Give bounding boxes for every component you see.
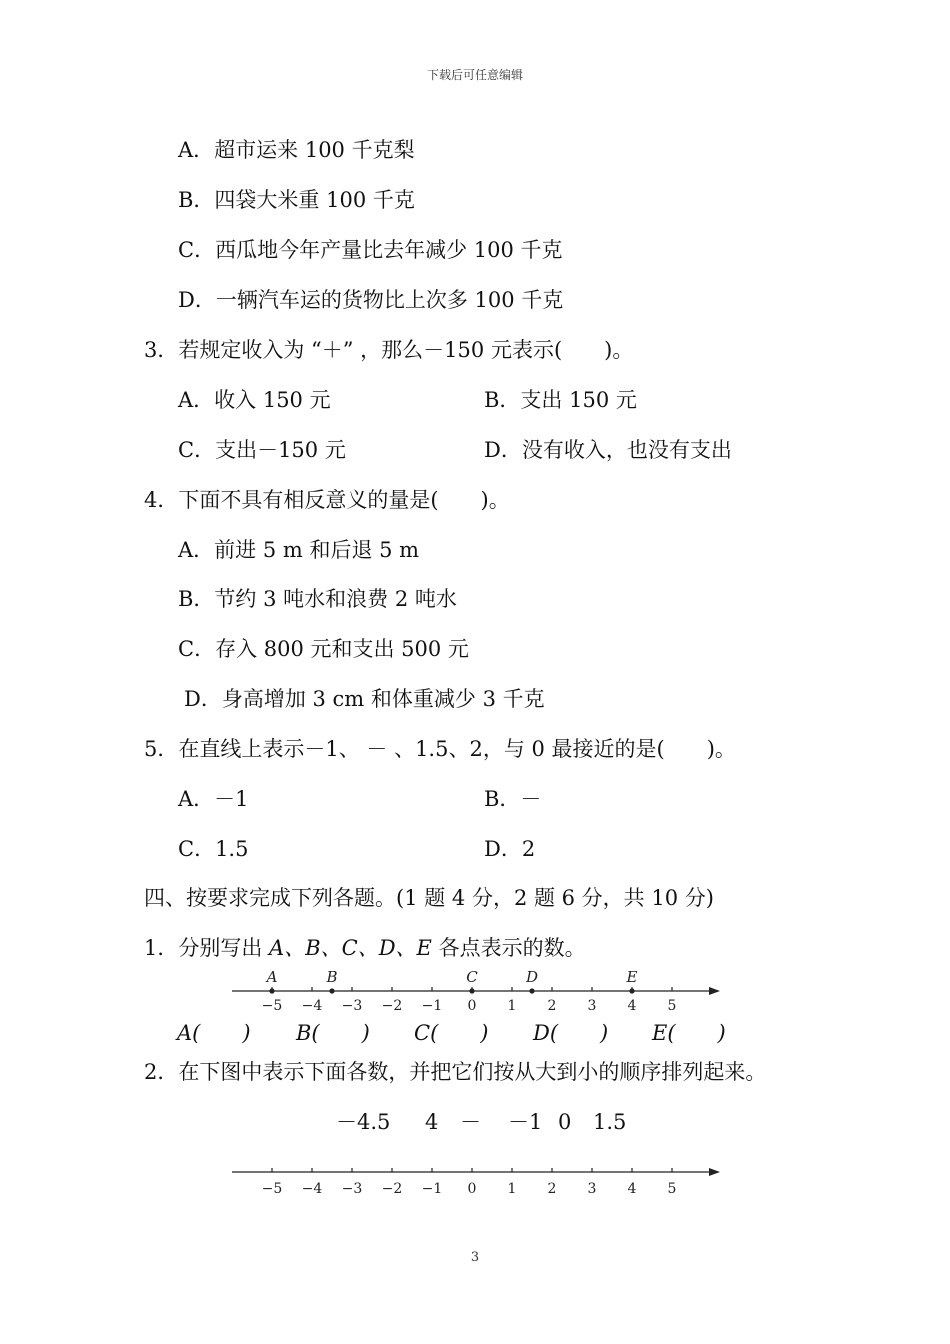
answer-d: D( ): [533, 1021, 609, 1045]
q5-option-c: C．1.5: [178, 837, 249, 861]
point-label: A: [266, 968, 278, 986]
tick-label: −4: [301, 1181, 323, 1197]
tick-label: 3: [587, 998, 597, 1014]
number-item: 4: [425, 1110, 439, 1134]
q5-option-d: D．2: [484, 837, 536, 861]
q4-stem: 4．下面不具有相反意义的量是( )。: [144, 488, 510, 512]
q3-option-c: C．支出－150 元: [178, 438, 346, 462]
point-label: D: [525, 968, 539, 986]
tick-label: 2: [547, 1181, 557, 1197]
q2-option-b: B．四袋大米重 100 千克: [178, 188, 415, 212]
number-item: 0: [558, 1110, 572, 1134]
point-dot: [629, 988, 634, 993]
axis-arrow: [709, 987, 720, 995]
number-item: －1: [508, 1110, 543, 1134]
tick-label: −2: [381, 1181, 403, 1197]
tick-label: 5: [667, 998, 677, 1014]
q3-option-b: B．支出 150 元: [484, 388, 637, 412]
section-4-title: 四、按要求完成下列各题。(1 题 4 分，2 题 6 分，共 10 分): [144, 886, 714, 910]
tick-label: −5: [261, 1181, 283, 1197]
q5-option-a: A．－1: [178, 787, 249, 811]
s4-q2-stem: 2．在下图中表示下面各数，并把它们按从大到小的顺序排列起来。: [144, 1060, 767, 1084]
point-label: E: [626, 968, 638, 986]
q2-option-d: D．一辆汽车运的货物比上次多 100 千克: [178, 288, 564, 312]
point-dot: [469, 988, 474, 993]
q2-option-c: C．西瓜地今年产量比去年减少 100 千克: [178, 238, 563, 262]
axis-arrow: [709, 1168, 720, 1176]
number-line-1: [0, 966, 950, 1016]
q2-option-a: A．超市运来 100 千克梨: [178, 138, 415, 162]
answer-a: A( ): [177, 1021, 251, 1045]
answer-b: B( ): [296, 1021, 370, 1045]
tick-label: −3: [341, 998, 363, 1014]
tick-label: −1: [421, 998, 443, 1014]
point-label: B: [326, 968, 338, 986]
tick-label: 3: [587, 1181, 597, 1197]
page-number: 3: [470, 1250, 480, 1265]
tick-label: 4: [627, 1181, 637, 1197]
q4-option-b: B．节约 3 吨水和浪费 2 吨水: [178, 587, 457, 611]
s4-q1-stem-suffix: 各点表示的数。: [431, 936, 586, 960]
tick-label: 0: [467, 998, 477, 1014]
q5-option-b: B．－: [484, 787, 542, 811]
answer-c: C( ): [414, 1021, 489, 1045]
number-line-2: [0, 1152, 950, 1202]
q4-option-d: D．身高增加 3 cm 和体重减少 3 千克: [184, 687, 545, 711]
tick-label: −1: [421, 1181, 443, 1197]
number-item: －: [460, 1110, 481, 1134]
tick-label: −3: [341, 1181, 363, 1197]
tick-label: 0: [467, 1181, 477, 1197]
q3-option-a: A．收入 150 元: [178, 388, 331, 412]
point-dot: [269, 988, 274, 993]
point-label: C: [466, 968, 478, 986]
tick-label: 1: [507, 1181, 517, 1197]
tick-label: −4: [301, 998, 323, 1014]
s4-q1-stem: [144, 936, 586, 960]
point-dot: [329, 988, 334, 993]
tick-label: −5: [261, 998, 283, 1014]
tick-label: 2: [547, 998, 557, 1014]
q4-option-c: C．存入 800 元和支出 500 元: [178, 637, 469, 661]
page-header: 下载后可任意编辑: [426, 68, 523, 82]
s4-q1-stem-letters: A、B、C、D、E: [269, 936, 432, 960]
tick-label: 5: [667, 1181, 677, 1197]
point-dot: [529, 988, 534, 993]
tick-label: −2: [381, 998, 403, 1014]
s4-q1-stem-prefix: 1．分别写出: [144, 936, 270, 960]
number-item: －4.5: [336, 1110, 391, 1134]
tick-label: 4: [627, 998, 637, 1014]
tick-label: 1: [507, 998, 517, 1014]
q4-option-a: A．前进 5 m 和后退 5 m: [178, 538, 420, 562]
q3-stem: 3．若规定收入为 “＋” ，那么－150 元表示( )。: [144, 338, 634, 362]
number-item: 1.5: [593, 1110, 627, 1134]
q5-stem: 5．在直线上表示－1、 － 、1.5、2，与 0 最接近的是( )。: [144, 737, 736, 761]
q3-option-d: D．没有收入，也没有支出: [484, 438, 732, 462]
answer-e: E( ): [652, 1021, 726, 1045]
